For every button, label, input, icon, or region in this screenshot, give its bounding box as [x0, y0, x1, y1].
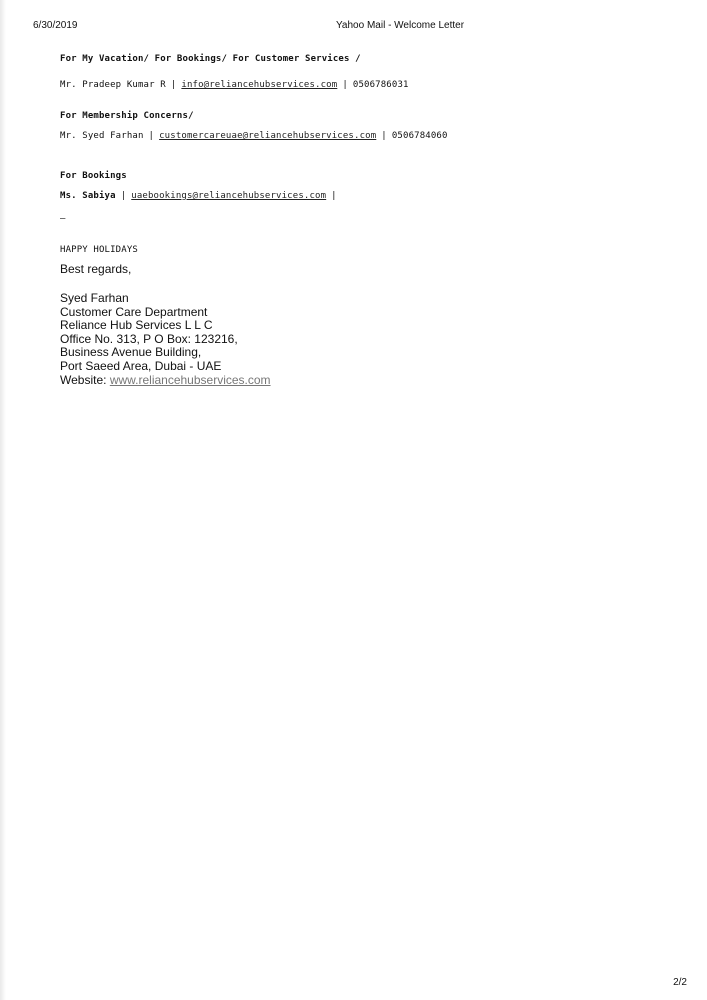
contact-name: Mr. Pradeep Kumar R: [60, 80, 166, 90]
separator: |: [381, 131, 387, 141]
print-title: Yahoo Mail - Welcome Letter: [336, 20, 465, 31]
separator: |: [331, 191, 337, 201]
signature-area: Port Saeed Area, Dubai - UAE: [60, 358, 222, 373]
signature-office: Office No. 313, P O Box: 123216,: [60, 331, 238, 346]
contact-heading-vacation: For My Vacation/ For Bookings/ For Customer Services /: [60, 54, 361, 64]
contact-name: Ms. Sabiya: [60, 191, 116, 201]
scan-edge-shadow: [0, 0, 6, 1000]
print-date: 6/30/2019: [33, 20, 78, 31]
contact-name: Mr. Syed Farhan: [60, 131, 144, 141]
contact-heading-membership: For Membership Concerns/: [60, 111, 194, 121]
print-header: [0, 20, 707, 34]
contact-line-membership: [60, 131, 448, 141]
email-link-bookings[interactable]: uaebookings@reliancehubservices.com: [131, 191, 327, 201]
separator: |: [148, 131, 155, 141]
email-link-info[interactable]: info@reliancehubservices.com: [181, 80, 338, 90]
signature-company: Reliance Hub Services L L C: [60, 318, 213, 333]
contact-line-vacation: [60, 80, 409, 90]
separator: |: [170, 80, 177, 90]
website-link[interactable]: www.reliancehubservices.com: [109, 372, 271, 387]
closing-regards: Best regards,: [60, 262, 132, 276]
page-number: 2/2: [673, 977, 687, 988]
separator: |: [342, 80, 348, 90]
signature-building: Business Avenue Building,: [60, 345, 202, 360]
separator: |: [120, 191, 127, 201]
closing-greeting: HAPPY HOLIDAYS: [60, 245, 138, 255]
signature-website-line: [60, 374, 271, 388]
signature-block: [60, 292, 271, 387]
contact-phone: 0506786031: [352, 80, 409, 90]
contact-line-bookings: [60, 191, 342, 201]
signature-department: Customer Care Department: [60, 304, 208, 319]
contact-phone: 0506784060: [391, 131, 448, 141]
website-label: Website:: [60, 372, 107, 387]
contact-heading-bookings: For Bookings: [60, 171, 127, 181]
signature-dash: –: [60, 214, 66, 224]
email-link-customercare[interactable]: customercareuae@reliancehubservices.com: [159, 131, 377, 141]
signature-name: Syed Farhan: [60, 291, 129, 305]
